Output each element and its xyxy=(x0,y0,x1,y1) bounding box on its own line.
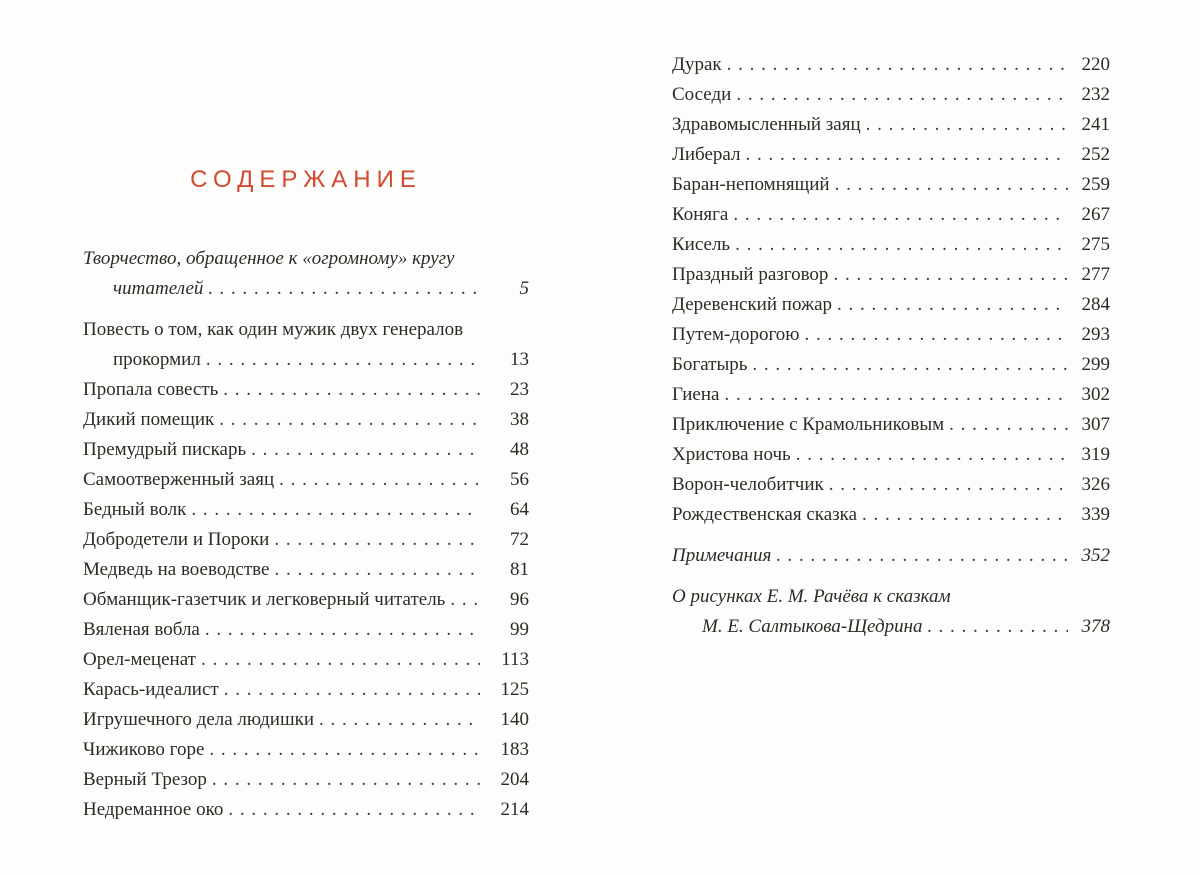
toc-entry xyxy=(83,525,529,555)
page-number: 204 xyxy=(500,769,529,790)
dot-leader xyxy=(208,274,480,304)
dot-leader xyxy=(191,495,480,525)
entry-title: Здравомысленный заяц xyxy=(672,114,861,135)
entry-title: Соседи xyxy=(672,84,732,105)
dot-leader xyxy=(219,405,480,435)
entry-title: Деревенский пожар xyxy=(672,294,833,315)
toc-entry-line xyxy=(672,612,1110,642)
toc-entry xyxy=(83,465,529,495)
toc-entry-line xyxy=(83,465,529,495)
toc-entry xyxy=(672,50,1110,80)
page-number: 220 xyxy=(1081,54,1110,75)
toc-entry xyxy=(672,200,1110,230)
page-number: 352 xyxy=(1081,545,1110,566)
toc-entry-line xyxy=(83,795,529,825)
page-number: 99 xyxy=(510,619,529,640)
entry-title: Карась-идеалист xyxy=(83,679,219,700)
entry-title: Приключение с Крамольниковым xyxy=(672,414,945,435)
entry-title: Примечания xyxy=(672,545,772,566)
entry-title: Либерал xyxy=(672,144,741,165)
toc-entry-line xyxy=(672,582,1110,612)
page-number: 302 xyxy=(1081,384,1110,405)
dot-leader xyxy=(228,795,480,825)
page-number: 113 xyxy=(501,649,529,670)
page-number: 307 xyxy=(1081,414,1110,435)
toc-entry xyxy=(672,320,1110,350)
entry-title: Обманщик-газетчик и легковерный читатель xyxy=(83,589,446,610)
dot-leader xyxy=(736,80,1068,110)
dot-leader xyxy=(833,260,1068,290)
dot-leader xyxy=(279,465,480,495)
toc-entry xyxy=(672,440,1110,470)
entry-title-line2: М. Е. Салтыкова-Щедрина xyxy=(702,616,923,637)
page-number: 48 xyxy=(510,439,529,460)
toc-entry-line xyxy=(83,765,529,795)
toc-entry xyxy=(83,315,529,375)
page-number: 96 xyxy=(510,589,529,610)
toc-entry xyxy=(672,230,1110,260)
toc-entry xyxy=(672,170,1110,200)
page-number: 277 xyxy=(1081,264,1110,285)
entry-title: Кисель xyxy=(672,234,731,255)
entry-title: Добродетели и Пороки xyxy=(83,529,270,550)
entry-title: Праздный разговор xyxy=(672,264,829,285)
toc-entry-line xyxy=(83,705,529,735)
toc-entry-line xyxy=(83,345,529,375)
toc-entry xyxy=(672,380,1110,410)
toc-entry xyxy=(672,110,1110,140)
toc-entry-line xyxy=(83,274,529,304)
toc-entry xyxy=(83,435,529,465)
page-number: 214 xyxy=(500,799,529,820)
toc-entry xyxy=(83,555,529,585)
dot-leader xyxy=(837,290,1068,320)
toc-column-right xyxy=(672,50,1110,642)
page-number: 232 xyxy=(1081,84,1110,105)
page-number: 140 xyxy=(500,709,529,730)
page-number: 259 xyxy=(1081,174,1110,195)
page-number: 275 xyxy=(1081,234,1110,255)
entry-title-line1: Творчество, обращенное к «огромному» кругу xyxy=(83,248,455,269)
toc-entry-line xyxy=(672,500,1110,530)
page-number: 64 xyxy=(510,499,529,520)
toc-entry-line xyxy=(83,244,529,274)
toc-entry-line xyxy=(83,405,529,435)
toc-entry xyxy=(83,705,529,735)
toc-entry xyxy=(83,735,529,765)
toc-entry-line xyxy=(672,290,1110,320)
toc-entry-line xyxy=(672,50,1110,80)
dot-leader xyxy=(829,470,1068,500)
entry-title: Пропала совесть xyxy=(83,379,219,400)
entry-title-line1: Повесть о том, как один мужик двух генералов xyxy=(83,319,464,340)
dot-leader xyxy=(450,585,480,615)
toc-entry xyxy=(672,470,1110,500)
entry-title: Орел-меценат xyxy=(83,649,196,670)
page-number: 326 xyxy=(1081,474,1110,495)
dot-leader xyxy=(805,320,1069,350)
toc-entry xyxy=(672,410,1110,440)
contents-title: СОДЕРЖАНИЕ xyxy=(190,166,422,193)
toc-entry xyxy=(83,765,529,795)
toc-entry-line xyxy=(672,80,1110,110)
entry-title: Коняга xyxy=(672,204,729,225)
dot-leader xyxy=(796,440,1068,470)
toc-entry-line xyxy=(672,380,1110,410)
page-number: 56 xyxy=(510,469,529,490)
entry-title-line2: читателей xyxy=(113,278,204,299)
entry-title: Недреманное око xyxy=(83,799,224,820)
entry-title-line1: О рисунках Е. М. Рачёва к сказкам xyxy=(672,586,951,607)
toc-entry-line xyxy=(672,110,1110,140)
page-number: 125 xyxy=(500,679,529,700)
page-number: 267 xyxy=(1081,204,1110,225)
toc-entry-line xyxy=(672,470,1110,500)
page-number: 299 xyxy=(1081,354,1110,375)
toc-entries-right xyxy=(672,50,1110,642)
toc-entry xyxy=(83,405,529,435)
toc-entry-line xyxy=(672,350,1110,380)
entry-title: Самоотверженный заяц xyxy=(83,469,275,490)
entry-title: Путем-дорогою xyxy=(672,324,800,345)
dot-leader xyxy=(274,525,480,555)
dot-leader xyxy=(224,675,480,705)
toc-entry-line xyxy=(672,320,1110,350)
toc-entry-line xyxy=(672,440,1110,470)
page-number: 284 xyxy=(1081,294,1110,315)
entry-title: Гиена xyxy=(672,384,720,405)
toc-entry xyxy=(83,645,529,675)
page-number: 38 xyxy=(510,409,529,430)
dot-leader xyxy=(205,615,480,645)
toc-entry-line xyxy=(672,541,1110,571)
entry-title: Чижиково горе xyxy=(83,739,205,760)
toc-entry-line xyxy=(83,495,529,525)
toc-entry xyxy=(672,500,1110,530)
toc-entry-line xyxy=(83,315,529,345)
toc-entry xyxy=(672,140,1110,170)
toc-entry-line xyxy=(83,525,529,555)
dot-leader xyxy=(752,350,1068,380)
dot-leader xyxy=(251,435,480,465)
toc-entry-line xyxy=(83,675,529,705)
toc-entry xyxy=(83,675,529,705)
dot-leader xyxy=(746,140,1069,170)
toc-entry-line xyxy=(83,615,529,645)
page-number: 5 xyxy=(519,278,529,299)
page-number: 252 xyxy=(1081,144,1110,165)
dot-leader xyxy=(727,50,1068,80)
dot-leader xyxy=(866,110,1068,140)
entry-title: Богатырь xyxy=(672,354,748,375)
dot-leader xyxy=(274,555,480,585)
toc-entry-line xyxy=(83,735,529,765)
page-number: 183 xyxy=(500,739,529,760)
toc-entry xyxy=(672,541,1110,571)
dot-leader xyxy=(776,541,1068,571)
entry-title-line2: прокормил xyxy=(113,349,201,370)
toc-entry-line xyxy=(83,555,529,585)
entry-title: Премудрый пискарь xyxy=(83,439,247,460)
dot-leader xyxy=(949,410,1068,440)
page-number: 241 xyxy=(1081,114,1110,135)
entry-title: Дикий помещик xyxy=(83,409,215,430)
toc-entries-left xyxy=(83,244,529,825)
dot-leader xyxy=(319,705,480,735)
page-number: 81 xyxy=(510,559,529,580)
toc-entry-line xyxy=(83,375,529,405)
toc-entry xyxy=(83,615,529,645)
toc-entry xyxy=(83,375,529,405)
toc-entry xyxy=(83,585,529,615)
entry-title: Ворон-челобитчик xyxy=(672,474,824,495)
entry-title: Верный Трезор xyxy=(83,769,207,790)
entry-title: Бедный волк xyxy=(83,499,187,520)
toc-entry-line xyxy=(672,410,1110,440)
entry-title: Игрушечного дела людишки xyxy=(83,709,314,730)
entry-title: Баран-непомнящий xyxy=(672,174,830,195)
dot-leader xyxy=(862,500,1068,530)
toc-entry-line xyxy=(672,170,1110,200)
toc-entry-line xyxy=(83,435,529,465)
dot-leader xyxy=(201,645,480,675)
page-number: 293 xyxy=(1081,324,1110,345)
dot-leader xyxy=(735,230,1068,260)
dot-leader xyxy=(223,375,480,405)
dot-leader xyxy=(724,380,1068,410)
dot-leader xyxy=(212,765,480,795)
toc-entry xyxy=(672,290,1110,320)
dot-leader xyxy=(835,170,1068,200)
dot-leader xyxy=(209,735,480,765)
toc-entry xyxy=(672,260,1110,290)
page-number: 319 xyxy=(1081,444,1110,465)
toc-column-left xyxy=(83,166,529,825)
toc-entry xyxy=(83,795,529,825)
entry-title: Дурак xyxy=(672,54,722,75)
toc-entry-line xyxy=(672,200,1110,230)
page-number: 13 xyxy=(510,349,529,370)
dot-leader xyxy=(206,345,480,375)
page-number: 23 xyxy=(510,379,529,400)
toc-entry xyxy=(672,582,1110,642)
dot-leader xyxy=(928,612,1068,642)
entry-title: Вяленая вобла xyxy=(83,619,200,640)
toc-entry xyxy=(672,350,1110,380)
page-number: 339 xyxy=(1081,504,1110,525)
toc-entry xyxy=(672,80,1110,110)
dot-leader xyxy=(733,200,1068,230)
entry-title: Медведь на воеводстве xyxy=(83,559,270,580)
toc-entry-line xyxy=(672,230,1110,260)
page-number: 72 xyxy=(510,529,529,550)
page-number: 378 xyxy=(1081,616,1110,637)
toc-entry-line xyxy=(672,140,1110,170)
toc-entry-line xyxy=(83,585,529,615)
toc-entry-line xyxy=(672,260,1110,290)
entry-title: Христова ночь xyxy=(672,444,791,465)
toc-entry xyxy=(83,244,529,304)
toc-entry xyxy=(83,495,529,525)
entry-title: Рождественская сказка xyxy=(672,504,858,525)
toc-entry-line xyxy=(83,645,529,675)
